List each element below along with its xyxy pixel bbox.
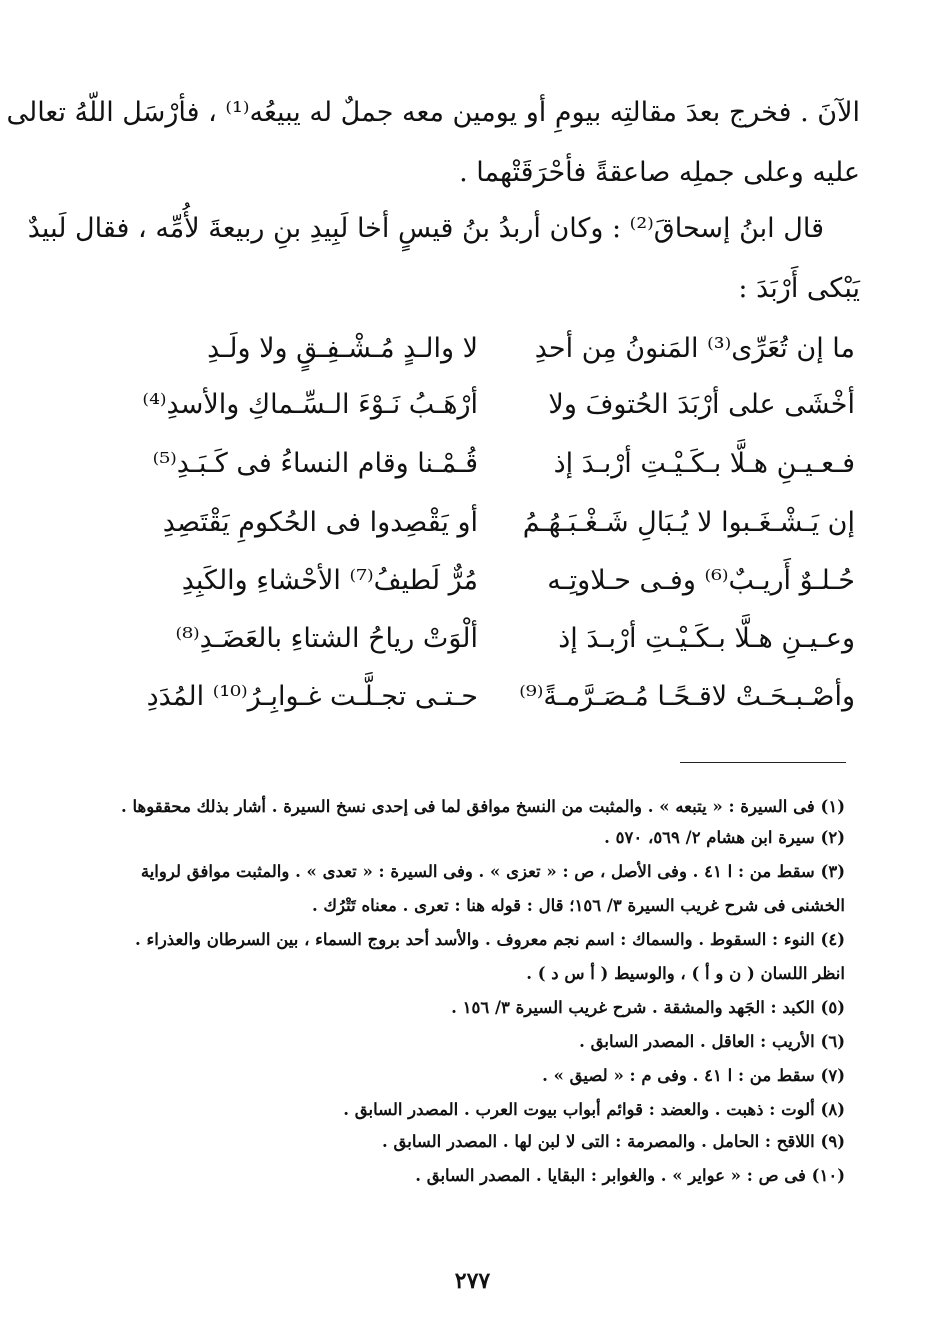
poem-verse-right: وعـيـنِ هـلَّا بـكَـيْـتِ أرْبـدَ إذ	[558, 623, 855, 654]
footnote-line: (١٠) فى ص : « عواير » . والغوابر : البقايا . المصدر السابق .	[415, 1166, 845, 1185]
poem-verse-left: أرْهَـبُ نَـوْءَ الـسِّـماكِ والأسدِ⁽⁴⁾	[142, 389, 478, 420]
poem-verse-left: حـتـى تجـلَّـت غـوابِـرُ⁽¹⁰⁾ المُدَدِ	[146, 681, 478, 712]
footnote-line: (٦) الأريب : العاقل . المصدر السابق .	[579, 1032, 845, 1051]
poem-verse-right: حُـلـوٌ أَريـبٌ⁽⁶⁾ وفـى حـلاوتِـه	[547, 565, 855, 596]
poem-verse-left: لا والـدٍ مُـشْـفِـقٍ ولا ولَـدِ	[207, 333, 478, 364]
footnote-line: الخشنى فى شرح غريب السيرة ٣/ ١٥٦؛ قال : قوله هنا : تعرى . معناه تَتْرُك .	[311, 896, 845, 915]
poem-verse-left: أو يَقْصِدوا فى الحُكومِ يَقْتَصِدِ	[162, 507, 478, 538]
prose-line: قال ابنُ إسحاقَ⁽²⁾ : وكان أربدُ بنُ قيسٍ أخا لَبِيدِ بنِ ربيعةَ لأُمِّه ، فقال لَبيدٌ	[27, 213, 824, 244]
footnote-line: (٩) اللاقح : الحامل . والمصرمة : التى لا لبن لها . المصدر السابق .	[382, 1132, 845, 1151]
footnote-separator	[680, 762, 846, 763]
footnote-line: (٤) النوء : السقوط . والسماك : اسم نجم معروف . والأسد أحد بروج السماء ، بين السرطان والعذراء .	[135, 930, 845, 949]
footnote-line: (٢) سيرة ابن هشام ٢/ ٥٦٩، ٥٧٠ .	[604, 828, 845, 847]
footnote-line: (١) فى السيرة : « يتبعه » . والمثبت من النسخ موافق لما فى إحدى نسخ السيرة . أشار بذلك محققوها .	[120, 797, 845, 816]
poem-verse-right: أخْشَى على أرْبَدَ الحُتوفَ ولا	[548, 389, 855, 420]
poem-verse-left: مُرٌّ لَطيفُ⁽⁷⁾ الأحْشاءِ والكَبِدِ	[181, 565, 478, 596]
poem-verse-right: وأصْـبـحَـتْ لاقـحًـا مُـصَـرَّمـةً⁽⁹⁾	[519, 681, 855, 712]
prose-line: عليه وعلى جملِه صاعقةً فأحْرَقَتْهما .	[459, 157, 860, 188]
footnote-line: (٥) الكبد : الجَهد والمشقة . شرح غريب السيرة ٣/ ١٥٦ .	[451, 998, 845, 1017]
footnote-line: (٣) سقط من : ا ٤١ . وفى الأصل ، ص : « تعزى » . وفى السيرة : « تعدى » . والمثبت موافق لرواية	[140, 862, 845, 881]
poem-verse-right: فـعـيـنِ هـلَّا بـكَـيْـتِ أرْبـدَ إذ	[553, 448, 855, 479]
prose-line: الآنَ . فخرج بعدَ مقالتِه بيومِ أو يومين معه جملٌ له يبيعُه⁽¹⁾ ، فأرْسَل اللّهُ تعالى	[6, 97, 860, 128]
prose-line: يَبْكى أَرْبَدَ :	[738, 273, 860, 304]
footnote-line: انظر اللسان ( ن و أ ) ، والوسيط ( أ س د ) .	[526, 964, 845, 983]
prose-paragraph-2	[27, 213, 860, 304]
prose-paragraph-1	[6, 97, 860, 188]
footnote-line: (٧) سقط من : ا ٤١ . وفى م : « لصيق » .	[542, 1066, 845, 1085]
page-number: ٢٧٧	[454, 1268, 491, 1294]
poem-verse-left: ألْوَتْ رياحُ الشتاءِ بالعَضَـدِ⁽⁸⁾	[175, 623, 478, 654]
poem-verse-right: إن يَـشْـغَـبوا لا يُـبَالِ شَـغْـبَـهُـمُ	[522, 507, 855, 538]
poem-verse-left: قُـمْـنا وقام النساءُ فى كَـبَـدِ⁽⁵⁾	[152, 448, 478, 479]
footnote-line: (٨) ألوت : ذهبت . والعضد : قوائم أبواب بيوت العرب . المصدر السابق .	[343, 1100, 845, 1119]
poem-verse-right: ما إن تُعَرِّى⁽³⁾ المَنونُ مِن أحدِ	[534, 333, 855, 364]
